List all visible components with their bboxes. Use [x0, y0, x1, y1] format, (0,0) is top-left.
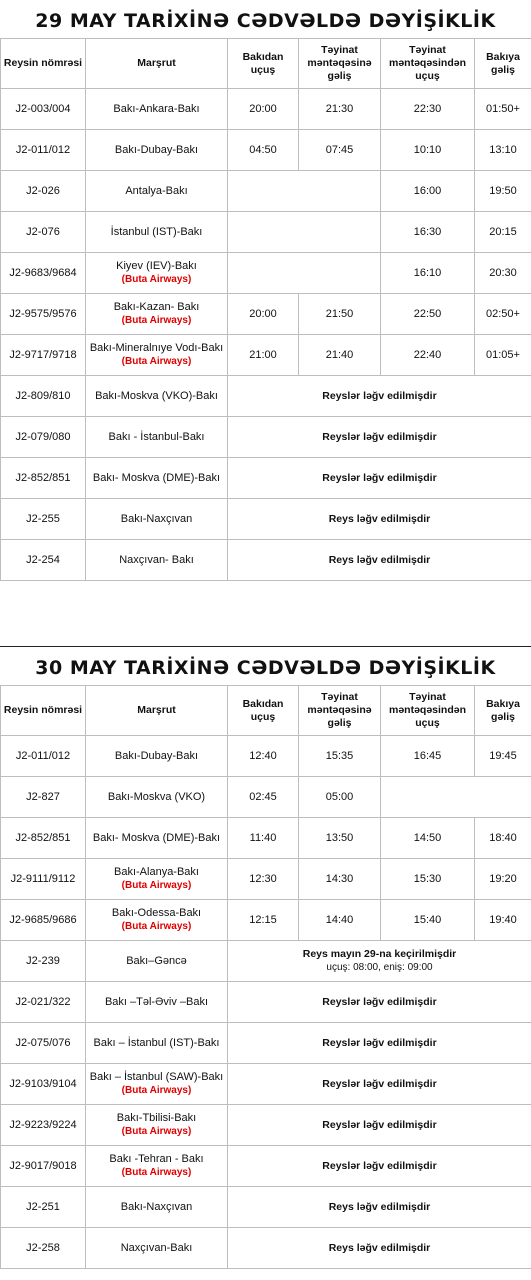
route-cell-text: Bakı- Moskva (DME)-Bakı — [92, 831, 221, 844]
route-cell — [86, 900, 228, 941]
flight-number-cell — [1, 540, 86, 581]
route-cell — [86, 941, 228, 982]
flight-number-cell — [1, 859, 86, 900]
table-row — [1, 1146, 531, 1187]
table-row — [1, 1064, 531, 1105]
route-cell — [86, 376, 228, 417]
destination-departure-cell-text: 22:50 — [413, 307, 442, 320]
baku-departure-cell — [228, 818, 299, 859]
destination-departure-cell — [381, 859, 475, 900]
baku-arrival-cell — [475, 859, 531, 900]
empty-time-cell — [228, 253, 381, 294]
column-header-text: Təyinat məntəqəsindən uçuş — [388, 691, 467, 729]
baku-arrival-cell — [475, 335, 531, 376]
status-cell — [228, 1146, 531, 1187]
route-cell-text: İstanbul (IST)-Bakı — [110, 225, 203, 238]
column-header — [228, 686, 299, 736]
section-divider — [0, 646, 531, 647]
destination-departure-cell-text: 14:50 — [413, 831, 442, 844]
table-row — [1, 736, 531, 777]
flight-number-cell-text: J2-852/851 — [15, 471, 71, 484]
flight-number-cell-text: J2-026 — [26, 184, 60, 197]
status-cell — [228, 540, 531, 581]
flight-number-cell-text: J2-251 — [26, 1200, 60, 1213]
baku-departure-cell-text: 11:40 — [249, 831, 277, 844]
baku-arrival-cell-text: 19:20 — [489, 872, 517, 885]
destination-arrival-cell-text: 14:40 — [325, 913, 354, 926]
status-cell — [228, 1064, 531, 1105]
table-row — [1, 335, 531, 376]
destination-arrival-cell — [299, 900, 381, 941]
table-header-row — [1, 39, 531, 89]
table-row — [1, 212, 531, 253]
baku-arrival-cell — [475, 130, 531, 171]
status-cell — [228, 941, 531, 982]
status-cell — [228, 376, 531, 417]
destination-arrival-cell-text: 21:30 — [325, 102, 354, 115]
flight-number-cell — [1, 499, 86, 540]
destination-departure-cell — [381, 736, 475, 777]
baku-arrival-cell — [475, 818, 531, 859]
route-cell-text: Bakı-Ankara-Bakı — [113, 102, 200, 115]
flight-number-cell — [1, 1023, 86, 1064]
destination-departure-cell-text: 16:00 — [413, 184, 442, 197]
baku-departure-cell-text: 20:00 — [249, 307, 277, 320]
table-row — [1, 253, 531, 294]
destination-arrival-cell-text: 15:35 — [325, 749, 354, 762]
destination-departure-cell-text: 22:30 — [413, 102, 442, 115]
route-cell — [86, 818, 228, 859]
destination-departure-cell-text: 10:10 — [413, 143, 442, 156]
destination-departure-cell-text: 16:30 — [413, 225, 442, 238]
flight-number-cell — [1, 900, 86, 941]
table-row — [1, 171, 531, 212]
baku-departure-cell — [228, 859, 299, 900]
column-header-text: Reysin nömrəsi — [3, 704, 83, 716]
column-header-text: Marşrut — [137, 704, 176, 716]
column-header — [228, 39, 299, 89]
flight-number-cell — [1, 171, 86, 212]
flight-number-cell — [1, 1105, 86, 1146]
status-cell-text: Reys ləğv edilmişdir — [328, 553, 431, 566]
column-header — [86, 686, 228, 736]
status-cell — [228, 1105, 531, 1146]
flight-number-cell-text: J2-021/322 — [15, 995, 71, 1008]
destination-departure-cell-text: 16:10 — [413, 266, 442, 279]
route-cell — [86, 777, 228, 818]
route-cell — [86, 1023, 228, 1064]
route-cell-text: Bakı-Mineralnıye Vodı-Bakı — [89, 342, 224, 354]
route-cell-text: Bakı-Odessa-Bakı — [111, 907, 202, 919]
column-header-text: Bakıdan uçuş — [242, 50, 284, 76]
baku-departure-cell — [228, 130, 299, 171]
destination-arrival-cell — [299, 335, 381, 376]
route-cell — [86, 1146, 228, 1187]
empty-time-cell — [381, 777, 531, 818]
route-cell-text: Bakı-Moskva (VKO)-Bakı — [95, 389, 218, 402]
flight-number-cell-text: J2-9683/9684 — [9, 266, 77, 279]
destination-arrival-cell — [299, 89, 381, 130]
schedule-section-29-may — [0, 4, 531, 581]
destination-arrival-cell — [299, 859, 381, 900]
baku-arrival-cell — [475, 253, 531, 294]
route-cell-text: Naxçıvan-Bakı — [120, 1241, 193, 1254]
status-cell-text: Reyslər ləğv edilmişdir — [322, 430, 437, 443]
destination-arrival-cell — [299, 736, 381, 777]
route-cell-text: Naxçıvan- Bakı — [119, 553, 194, 566]
status-cell — [228, 458, 531, 499]
baku-departure-cell — [228, 900, 299, 941]
table-row — [1, 900, 531, 941]
destination-arrival-cell — [299, 130, 381, 171]
status-cell — [228, 1187, 531, 1228]
table-row — [1, 540, 531, 581]
flight-number-cell — [1, 736, 86, 777]
route-cell — [86, 130, 228, 171]
route-cell — [86, 736, 228, 777]
baku-arrival-cell — [475, 89, 531, 130]
baku-departure-cell — [228, 736, 299, 777]
status-cell-text: Reys ləğv edilmişdir — [328, 512, 431, 525]
baku-departure-cell-text: 12:15 — [249, 913, 277, 926]
schedule-section-30-may — [0, 651, 531, 1269]
route-cell-text: Bakı – İstanbul (SAW)-Bakı — [89, 1071, 224, 1083]
route-cell-text: Bakı-Dubay-Bakı — [114, 143, 199, 156]
flight-number-cell — [1, 458, 86, 499]
table-row — [1, 1105, 531, 1146]
flight-number-cell — [1, 1064, 86, 1105]
status-cell-text: Reyslər ləğv edilmişdir — [322, 995, 437, 1008]
flight-number-cell-text: J2-076 — [26, 225, 60, 238]
baku-arrival-cell — [475, 212, 531, 253]
column-header-text: Təyinat məntəqəsindən uçuş — [388, 44, 467, 82]
airline-note: (Buta Airways) — [121, 880, 192, 891]
route-cell — [86, 458, 228, 499]
route-cell-text: Bakı - İstanbul-Bakı — [108, 430, 205, 443]
table-row — [1, 818, 531, 859]
destination-departure-cell-text: 15:30 — [413, 872, 442, 885]
baku-arrival-cell-text: 18:40 — [489, 831, 517, 844]
status-detail: uçuş: 08:00, eniş: 09:00 — [326, 962, 433, 973]
table-row — [1, 294, 531, 335]
route-cell-text: Bakı-Dubay-Bakı — [114, 749, 199, 762]
destination-departure-cell — [381, 130, 475, 171]
flight-number-cell — [1, 212, 86, 253]
baku-arrival-cell — [475, 294, 531, 335]
table-row — [1, 982, 531, 1023]
airline-note: (Buta Airways) — [121, 1085, 192, 1096]
destination-arrival-cell — [299, 777, 381, 818]
column-header — [1, 686, 86, 736]
route-cell — [86, 540, 228, 581]
column-header — [475, 39, 531, 89]
column-header — [299, 686, 381, 736]
route-cell — [86, 1105, 228, 1146]
status-cell — [228, 1228, 531, 1269]
flight-number-cell — [1, 376, 86, 417]
baku-arrival-cell-text: 19:45 — [489, 749, 517, 762]
destination-arrival-cell — [299, 294, 381, 335]
column-header-text: Marşrut — [137, 57, 176, 69]
route-cell — [86, 212, 228, 253]
table-row — [1, 130, 531, 171]
flight-number-cell — [1, 417, 86, 458]
status-cell-text: Reyslər ləğv edilmişdir — [322, 1118, 437, 1131]
destination-departure-cell — [381, 335, 475, 376]
baku-departure-cell-text: 20:00 — [249, 102, 277, 115]
route-cell-text: Bakı –Təl-Əviv –Bakı — [104, 995, 209, 1008]
baku-arrival-cell — [475, 736, 531, 777]
route-cell — [86, 1187, 228, 1228]
flight-number-cell-text: J2-9103/9104 — [9, 1077, 77, 1090]
flight-number-cell-text: J2-011/012 — [15, 143, 71, 156]
route-cell-text: Bakı-Kazan- Bakı — [113, 301, 200, 313]
baku-arrival-cell — [475, 171, 531, 212]
table-row — [1, 1023, 531, 1064]
baku-arrival-cell-text: 19:50 — [489, 184, 517, 197]
destination-arrival-cell-text: 07:45 — [325, 143, 354, 156]
destination-departure-cell — [381, 253, 475, 294]
column-header — [1, 39, 86, 89]
destination-departure-cell — [381, 900, 475, 941]
flight-number-cell — [1, 1228, 86, 1269]
flight-number-cell-text: J2-258 — [26, 1241, 60, 1254]
baku-departure-cell-text: 12:40 — [249, 749, 277, 762]
status-cell-text: Reys ləğv edilmişdir — [328, 1241, 431, 1254]
baku-arrival-cell-text: 20:15 — [489, 225, 517, 238]
baku-departure-cell-text: 12:30 — [249, 872, 277, 885]
table-row — [1, 458, 531, 499]
flight-number-cell-text: J2-003/004 — [15, 102, 71, 115]
destination-departure-cell — [381, 89, 475, 130]
airline-note: (Buta Airways) — [121, 315, 192, 326]
route-cell — [86, 335, 228, 376]
column-header-text: Bakıdan uçuş — [242, 697, 284, 723]
section-title: 30 MAY TARİXİNƏ CƏDVƏLDƏ DƏYİŞİKLİK — [35, 657, 496, 679]
route-cell — [86, 294, 228, 335]
flight-number-cell-text: J2-239 — [26, 954, 60, 967]
empty-time-cell — [228, 171, 381, 212]
destination-departure-cell — [381, 212, 475, 253]
table-row — [1, 1228, 531, 1269]
route-cell — [86, 253, 228, 294]
status-cell-text: Reyslər ləğv edilmişdir — [322, 1036, 437, 1049]
route-cell-text: Bakı- Moskva (DME)-Bakı — [92, 471, 221, 484]
status-cell-text: Reyslər ləğv edilmişdir — [322, 1159, 437, 1172]
route-cell — [86, 499, 228, 540]
table-row — [1, 417, 531, 458]
flight-number-cell-text: J2-254 — [26, 553, 60, 566]
flight-number-cell-text: J2-9717/9718 — [9, 348, 77, 361]
baku-departure-cell-text: 04:50 — [249, 143, 277, 156]
column-header-text: Bakıya gəliş — [486, 697, 520, 723]
destination-arrival-cell-text: 21:40 — [325, 348, 354, 361]
column-header-text: Bakıya gəliş — [486, 50, 520, 76]
flight-number-cell-text: J2-9223/9224 — [9, 1118, 77, 1131]
status-cell-text: Reyslər ləğv edilmişdir — [322, 389, 437, 402]
column-header — [86, 39, 228, 89]
flight-number-cell-text: J2-9575/9576 — [9, 307, 77, 320]
status-cell — [228, 417, 531, 458]
flight-number-cell — [1, 1187, 86, 1228]
destination-departure-cell — [381, 818, 475, 859]
baku-arrival-cell-text: 13:10 — [489, 143, 517, 156]
status-cell — [228, 499, 531, 540]
flight-number-cell — [1, 1146, 86, 1187]
baku-arrival-cell — [475, 900, 531, 941]
route-cell-text: Bakı-Alanya-Bakı — [114, 866, 199, 878]
status-cell-text: Reyslər ləğv edilmişdir — [322, 1077, 437, 1090]
flight-number-cell — [1, 130, 86, 171]
flight-number-cell — [1, 294, 86, 335]
baku-arrival-cell-text: 01:50+ — [486, 102, 520, 115]
section-title: 29 MAY TARİXİNƏ CƏDVƏLDƏ DƏYİŞİKLİK — [35, 10, 496, 32]
flight-number-cell-text: J2-809/810 — [15, 389, 71, 402]
destination-arrival-cell-text: 05:00 — [325, 790, 354, 803]
destination-arrival-cell-text: 21:50 — [325, 307, 354, 320]
route-cell — [86, 1064, 228, 1105]
destination-arrival-cell — [299, 818, 381, 859]
flight-number-cell — [1, 335, 86, 376]
flight-number-cell-text: J2-9685/9686 — [9, 913, 77, 926]
route-cell-text: Kiyev (IEV)-Bakı — [116, 260, 197, 272]
table-row — [1, 859, 531, 900]
baku-arrival-cell-text: 20:30 — [489, 266, 517, 279]
flight-number-cell-text: J2-255 — [26, 512, 60, 525]
flight-number-cell — [1, 777, 86, 818]
table-row — [1, 941, 531, 982]
baku-arrival-cell-text: 02:50+ — [486, 307, 520, 320]
airline-note: (Buta Airways) — [121, 356, 192, 367]
route-cell-text: Antalya-Bakı — [125, 184, 188, 197]
baku-arrival-cell-text: 19:40 — [489, 913, 517, 926]
status-cell — [228, 982, 531, 1023]
route-cell-text: Bakı-Naxçıvan — [120, 1200, 193, 1213]
route-cell-text: Bakı-Naxçıvan — [120, 512, 193, 525]
airline-note: (Buta Airways) — [121, 274, 192, 285]
baku-departure-cell-text: 21:00 — [249, 348, 277, 361]
status-cell — [228, 1023, 531, 1064]
flight-number-cell — [1, 253, 86, 294]
route-cell — [86, 171, 228, 212]
empty-time-cell — [228, 212, 381, 253]
flight-number-cell — [1, 982, 86, 1023]
flight-number-cell — [1, 89, 86, 130]
baku-departure-cell — [228, 89, 299, 130]
flight-number-cell — [1, 941, 86, 982]
route-cell-text: Bakı -Tehran - Bakı — [109, 1153, 204, 1165]
route-cell-text: Bakı – İstanbul (IST)-Bakı — [93, 1036, 220, 1049]
schedule-table — [0, 685, 531, 1269]
table-row — [1, 1187, 531, 1228]
flight-number-cell-text: J2-852/851 — [15, 831, 71, 844]
flight-number-cell-text: J2-9017/9018 — [9, 1159, 77, 1172]
route-cell — [86, 1228, 228, 1269]
column-header-text: Təyinat məntəqəsinə gəliş — [307, 691, 372, 729]
baku-departure-cell — [228, 335, 299, 376]
route-cell — [86, 417, 228, 458]
column-header — [381, 686, 475, 736]
destination-arrival-cell-text: 14:30 — [325, 872, 354, 885]
schedule-table — [0, 38, 531, 581]
flight-number-cell-text: J2-011/012 — [15, 749, 71, 762]
route-cell — [86, 89, 228, 130]
baku-departure-cell-text: 02:45 — [249, 790, 277, 803]
flight-number-cell-text: J2-079/080 — [15, 430, 71, 443]
table-row — [1, 499, 531, 540]
baku-arrival-cell-text: 01:05+ — [486, 348, 520, 361]
column-header — [299, 39, 381, 89]
airline-note: (Buta Airways) — [121, 921, 192, 932]
column-header-text: Reysin nömrəsi — [3, 57, 83, 69]
column-header-text: Təyinat məntəqəsinə gəliş — [307, 44, 372, 82]
baku-departure-cell — [228, 777, 299, 818]
destination-departure-cell-text: 22:40 — [413, 348, 442, 361]
status-cell-text: Reys mayın 29-na keçirilmişdir — [302, 948, 457, 960]
airline-note: (Buta Airways) — [121, 1167, 192, 1178]
destination-departure-cell-text: 15:40 — [413, 913, 442, 926]
route-cell-text: Bakı-Tbilisi-Bakı — [116, 1112, 197, 1124]
route-cell — [86, 982, 228, 1023]
table-row — [1, 777, 531, 818]
flight-number-cell-text: J2-827 — [26, 790, 60, 803]
baku-departure-cell — [228, 294, 299, 335]
airline-note: (Buta Airways) — [121, 1126, 192, 1137]
flight-number-cell-text: J2-9111/9112 — [10, 872, 76, 885]
table-row — [1, 376, 531, 417]
destination-departure-cell-text: 16:45 — [413, 749, 442, 762]
destination-departure-cell — [381, 171, 475, 212]
table-row — [1, 89, 531, 130]
destination-departure-cell — [381, 294, 475, 335]
table-header-row — [1, 686, 531, 736]
status-cell-text: Reys ləğv edilmişdir — [328, 1200, 431, 1213]
status-cell-text: Reyslər ləğv edilmişdir — [322, 471, 437, 484]
destination-arrival-cell-text: 13:50 — [325, 831, 354, 844]
route-cell-text: Bakı-Moskva (VKO) — [107, 790, 206, 803]
column-header — [381, 39, 475, 89]
flight-number-cell-text: J2-075/076 — [15, 1036, 71, 1049]
column-header — [475, 686, 531, 736]
route-cell-text: Bakı–Gəncə — [126, 954, 187, 967]
flight-number-cell — [1, 818, 86, 859]
route-cell — [86, 859, 228, 900]
